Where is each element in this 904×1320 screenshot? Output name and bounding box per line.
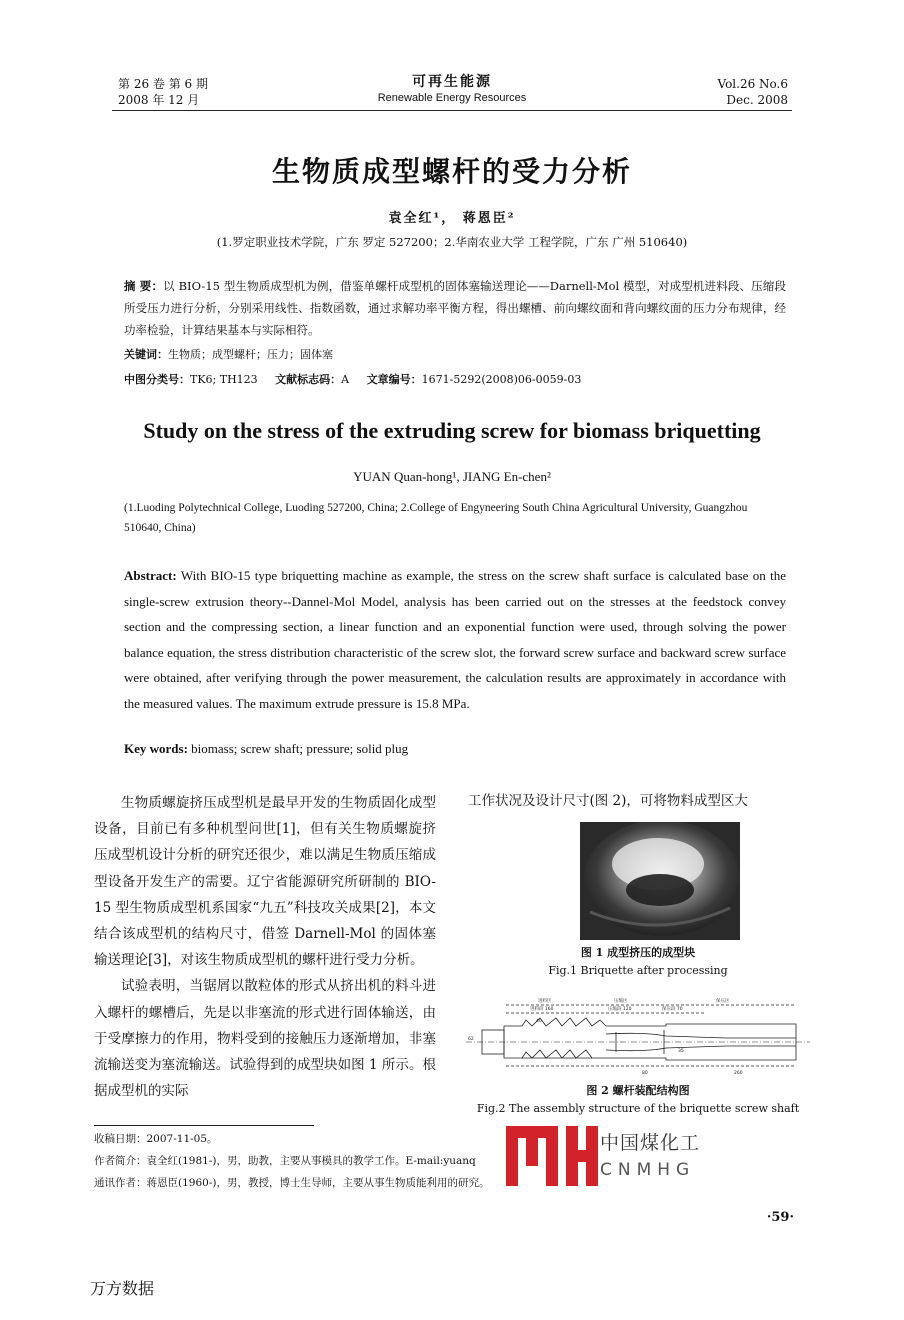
source-label: 万方数据	[90, 1279, 155, 1298]
abstract-en-text: With BIO-15 type briquetting machine as example, the stress on the screw shaft surface is calculated base on the single-screw extrusion theory--Dannel-Mol Model, analysis has been carried out on the stresses at the feedstock convey section and the compressing section, a linear function and an exponential function were used, through solving the power balance equation, the stress distribution characteristic of the screw slot, the forward screw surface and backward screw surface were obtained, after verifying through the power measurement, the calculation results are approximately in accordance with the measured values. The maximum extrude pressure is 15.8 MPa.	[124, 568, 787, 711]
fig2-dim-80: 80	[642, 1071, 648, 1076]
fig2-form-zone-label: 保压区	[716, 999, 730, 1004]
body-right-text: 工作状况及设计尺寸(图 2)，可将物料成型区大	[468, 793, 748, 809]
page-number: ·59·	[766, 1210, 794, 1225]
watermark-text-en: CNMHG	[600, 1160, 696, 1180]
fig2-feed-zone-label: 进料区	[538, 999, 552, 1004]
paper-title-en: Study on the stress of the extruding screw for biomass briquetting	[143, 418, 761, 443]
article-no-value: 1671-5292(2008)06-0059-03	[421, 373, 582, 386]
volume-issue-cn: 第 26 卷 第 6 期	[118, 77, 208, 91]
fig2-compress-zone-label: 压缩区	[614, 999, 628, 1004]
fig2-compress-length: 压缩段 120	[608, 1007, 632, 1012]
keywords-cn-label: 关键词：	[124, 348, 168, 361]
header-rule	[112, 110, 792, 111]
keywords-en	[124, 741, 786, 757]
body-paragraph-1: 生物质螺旋挤压成型机是最早开发的生物质固化成型设备，目前已有多种机型问世[1]，但有关生物质螺旋挤压成型机设计分析的研究还很少，难以满足生物质压缩成型设备开发生产的需要。辽宁省能源研究所研制的 BIO-15 型生物质成型机系国家“九五”科技攻关成果[2]，本文结合该成型机的结构尺寸，借签 Darnell-Mol 的固体塞输送理论[3]，对该生物质成型机的螺杆进行受力分析。	[94, 795, 436, 969]
fig2-dim-40: 40	[536, 1019, 542, 1024]
doc-code-label: 文献标志码：	[275, 373, 342, 386]
authors-en: YUAN Quan-hong¹, JIANG En-chen²	[353, 469, 551, 484]
date-en: Dec. 2008	[726, 93, 788, 107]
keywords-en-label: Key words:	[124, 741, 188, 756]
abstract-cn	[124, 275, 786, 341]
header-volume-en	[700, 76, 788, 108]
affiliation-cn: (1.罗定职业技术学院，广东 罗定 527200；2.华南农业大学 工程学院，广东 广州 510640)	[216, 235, 688, 249]
keywords-cn	[124, 345, 786, 365]
clc-value: TK6; TH123	[190, 373, 258, 386]
abstract-cn-text: 以 BIO-15 型生物质成型机为例，借鉴单螺杆成型机的固体塞输送理论——Darnell-Mol 模型，对成型机进料段、压缩段所受压力进行分析，分别采用线性、指数函数，通过求解功率平衡方程，得出螺槽、前向螺纹面和背向螺纹面的压力分布规律，经功率检验，计算结果基本与实际相符。	[124, 279, 786, 337]
paper-title-cn: 生物质成型螺杆的受力分析	[271, 155, 632, 188]
volume-issue-en: Vol.26 No.6	[717, 77, 788, 91]
figure-2-caption-en: Fig.2 The assembly structure of the briquette screw shaft	[476, 1102, 800, 1115]
figure-1-caption	[468, 944, 808, 980]
footnote-corresponding: 通讯作者：蒋恩臣(1960-)，男，教授，博士生导师，主要从事生物质能利用的研究。	[94, 1177, 490, 1189]
figure-1-caption-en: Fig.1 Briquette after processing	[548, 964, 728, 977]
abstract-en-label: Abstract:	[124, 568, 177, 583]
figure-2-caption	[468, 1082, 808, 1118]
journal-name-cn: 可再生能源	[412, 74, 492, 90]
keywords-cn-text: 生物质；成型螺杆；压力；固体塞	[168, 348, 333, 361]
figure-2-caption-cn: 图 2 螺杆装配结构图	[586, 1084, 690, 1097]
fig2-dim-62: 62	[468, 1037, 474, 1042]
keywords-en-text: biomass; screw shaft; pressure; solid plug	[191, 741, 409, 756]
authors-cn: 袁全红¹， 蒋恩臣²	[388, 211, 516, 226]
affiliation-en: (1.Luoding Polytechnical College, Luoding 527200, China; 2.College of Engyneering South China Agricultural University, Guangzhou 510640, China)	[124, 502, 748, 534]
watermark-text-cn: 中国煤化工	[600, 1132, 701, 1154]
classification-line	[124, 370, 786, 390]
footnote-rule	[94, 1125, 314, 1126]
fig2-feed-length: 进料段 160	[530, 1007, 554, 1012]
body-paragraph-2: 试验表明，当锯屑以散粒体的形式从挤出机的料斗进入螺杆的螺槽后，先是以非塞流的形式进行固体输送，由于受摩擦力的作用，物料受到的接触压力逐渐增加，非塞流输送变为塞流输送。试验得到的成型块如图 1 所示。根据成型机的实际	[94, 978, 436, 1100]
fig2-form-length: 保压段 70	[662, 1007, 683, 1012]
body-left-column	[94, 790, 436, 1104]
footnote-received: 收稿日期：2007-11-05。	[94, 1133, 218, 1145]
journal-name-en: Renewable Energy Resources	[377, 92, 527, 104]
fig2-dim-35: 35	[678, 1049, 684, 1054]
abstract-cn-label: 摘 要：	[124, 279, 164, 293]
figure-1-caption-cn: 图 1 成型挤压的成型块	[580, 946, 696, 959]
figure-1-briquette-photo	[580, 822, 740, 940]
article-no-label: 文章编号：	[366, 373, 422, 386]
figure-2-screw-assembly	[466, 996, 810, 1080]
fig2-dim-260: 260	[734, 1071, 743, 1076]
footnote-author-bio: 作者简介：袁全红(1981-)，男，助教，主要从事模具的教学工作。E-mail:yuanq	[94, 1155, 476, 1167]
doc-code-value: A	[341, 373, 350, 386]
date-cn: 2008 年 12 月	[118, 93, 200, 107]
clc-label: 中图分类号：	[124, 373, 190, 386]
abstract-en	[124, 563, 786, 716]
